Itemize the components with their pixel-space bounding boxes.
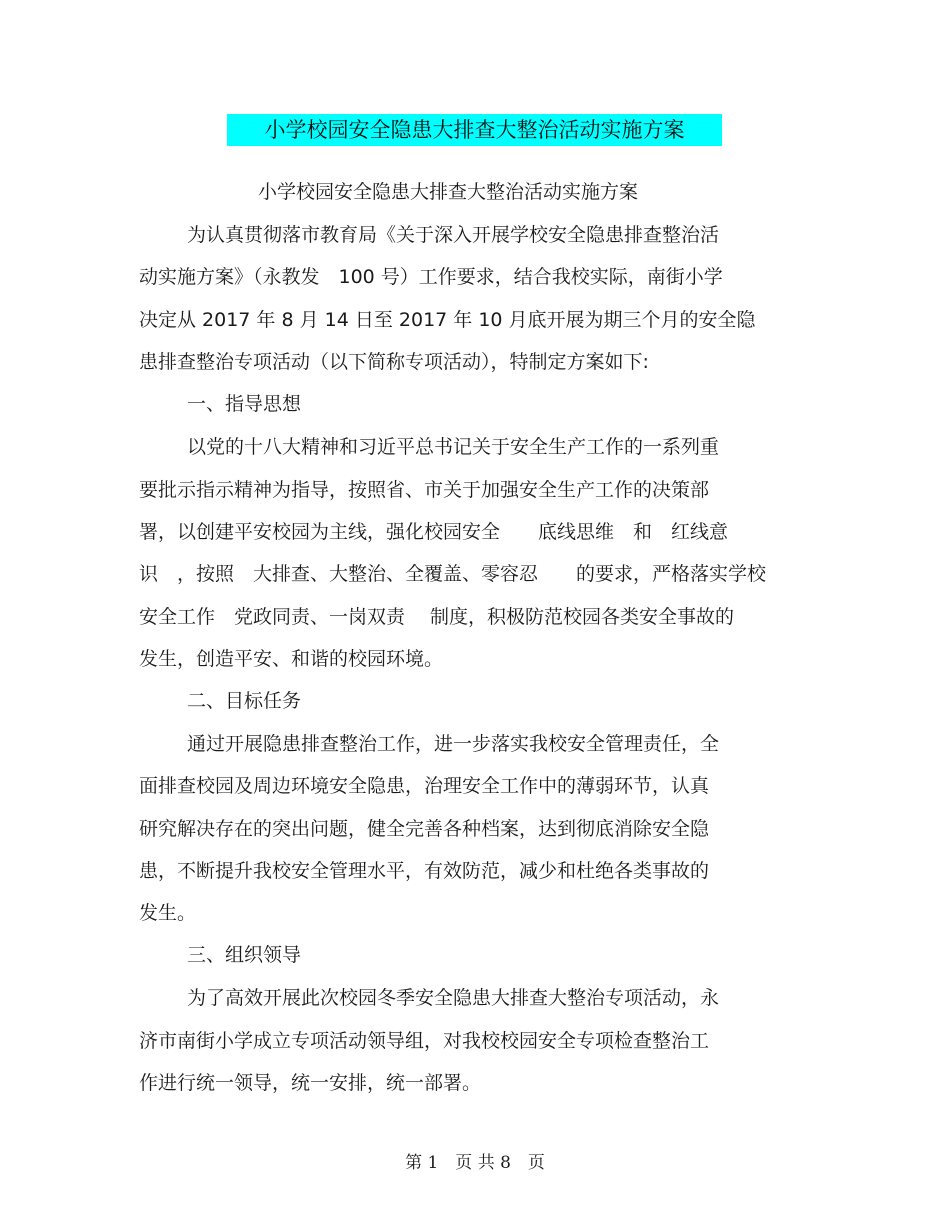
paragraph-line: 识 ，按照 大排查、大整治、全覆盖、零容忍 的要求，严格落实学校 (139, 563, 767, 585)
paragraph-line: 动实施方案》（永教发 100 号）工作要求，结合我校实际，南街小学 (139, 266, 723, 288)
page-number-footer: 第 1 页 共 8 页 (405, 1153, 545, 1173)
paragraph-line: 研究解决存在的突出问题，健全完善各种档案，达到彻底消除安全隐 (139, 818, 710, 840)
section-heading-leadership: 三、组织领导 (187, 944, 302, 966)
paragraph-line: 发生。 (139, 902, 197, 924)
paragraph-line: 面排查校园及周边环境安全隐患，治理安全工作中的薄弱环节，认真 (139, 775, 710, 797)
paragraph-line: 为了高效开展此次校园冬季安全隐患大排查大整治专项活动，永 (187, 987, 720, 1009)
paragraph-line: 患，不断提升我校安全管理水平，有效防范，减少和杜绝各类事故的 (139, 860, 710, 882)
section-heading-guiding-thought: 一、指导思想 (187, 393, 302, 415)
paragraph-line: 患排查整治专项活动（以下简称专项活动），特制定方案如下: (139, 351, 649, 373)
paragraph-line: 济市南街小学成立专项活动领导组，对我校校园安全专项检查整治工 (139, 1030, 710, 1052)
paragraph-line: 以党的十八大精神和习近平总书记关于安全生产工作的一系列重 (187, 436, 720, 458)
document-subtitle: 小学校园安全隐患大排查大整治活动实施方案 (258, 181, 639, 203)
paragraph-line: 署，以创建平安校园为主线，强化校园安全 底线思维 和 红线意 (139, 521, 729, 543)
paragraph-line: 决定从 2017 年 8 月 14 日至 2017 年 10 月底开展为期三个月的安全隐 (139, 309, 756, 331)
paragraph-line: 安全工作 党政同责、一岗双责 制度，积极防范校园各类安全事故的 (139, 606, 735, 628)
paragraph-line: 发生，创造平安、和谐的校园环境。 (139, 648, 444, 670)
paragraph-line: 为认真贯彻落市教育局《关于深入开展学校安全隐患排查整治活 (187, 224, 720, 246)
document-title-banner: 小学校园安全隐患大排查大整治活动实施方案 (227, 114, 722, 146)
paragraph-line: 通过开展隐患排查整治工作，进一步落实我校安全管理责任，全 (187, 733, 720, 755)
paragraph-line: 作进行统一领导，统一安排，统一部署。 (139, 1072, 482, 1094)
section-heading-goals: 二、目标任务 (187, 690, 302, 712)
paragraph-line: 要批示指示精神为指导，按照省、市关于加强安全生产工作的决策部 (139, 479, 710, 501)
